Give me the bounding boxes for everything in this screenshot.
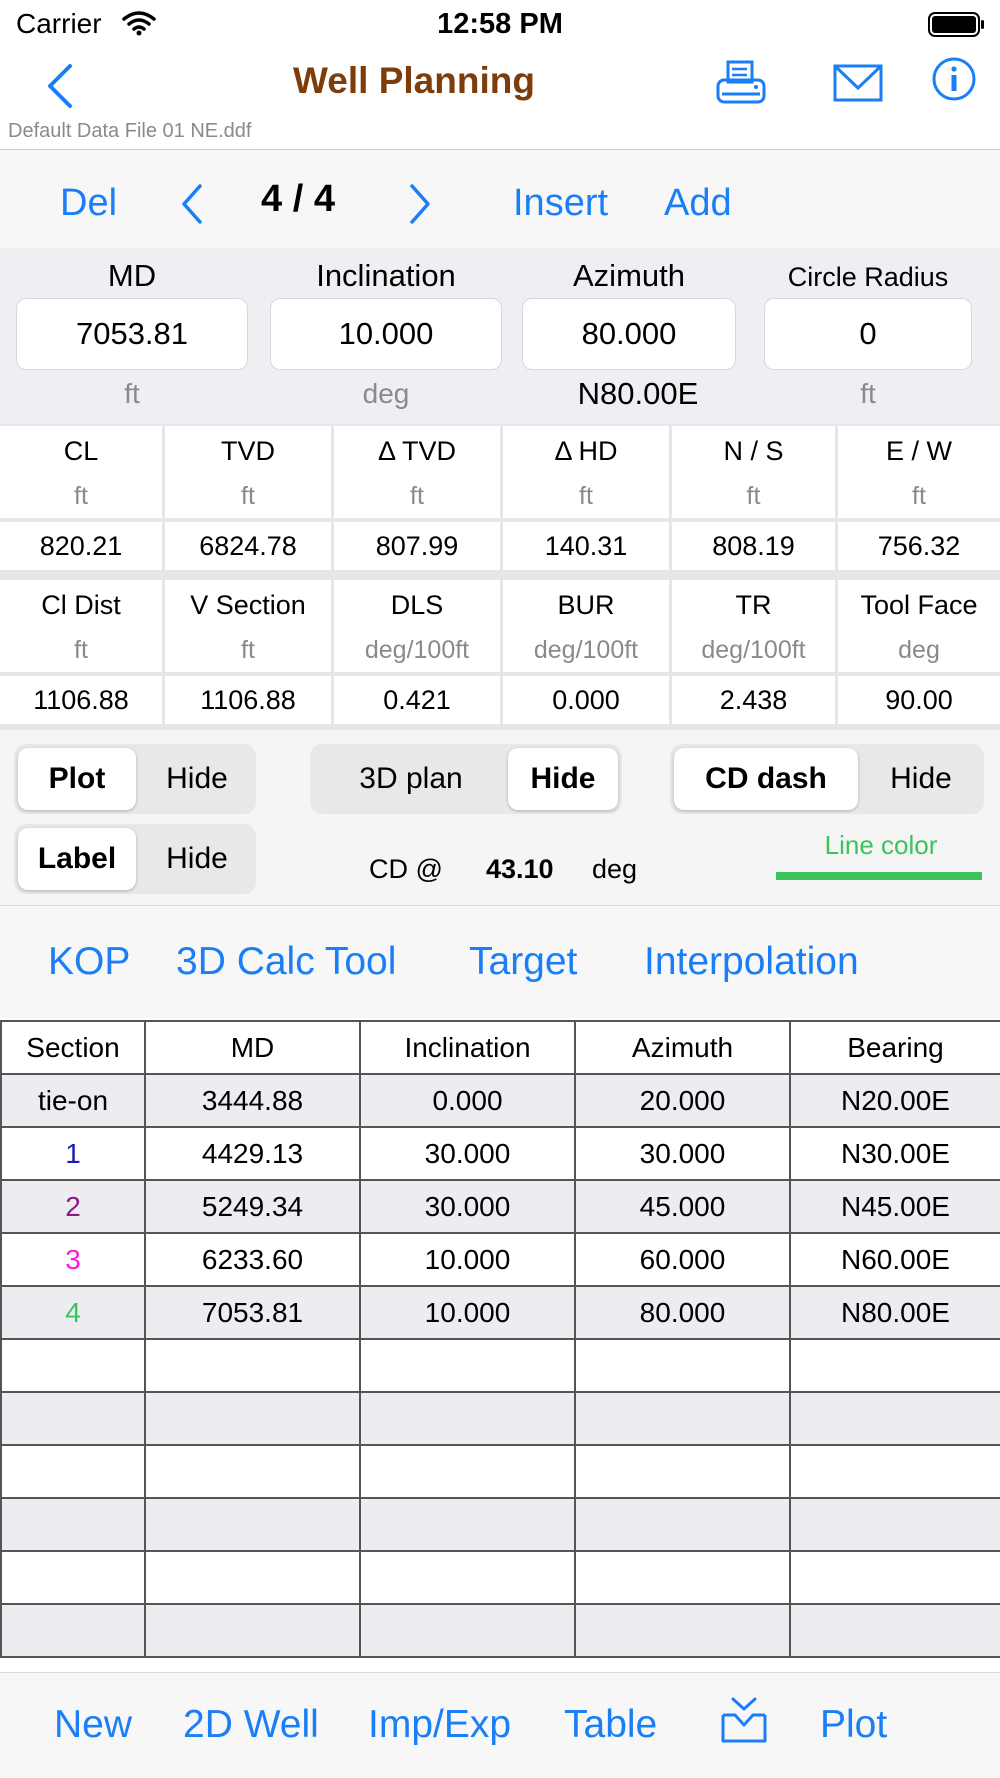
mail-icon[interactable]	[832, 60, 884, 106]
carrier-label: Carrier	[16, 8, 102, 39]
azimuth-cell: 20.000	[575, 1074, 790, 1127]
result-header-cell: TR deg/100ft	[672, 580, 835, 672]
closure-direction-unit: deg	[592, 854, 638, 884]
azimuth-cell: 45.000	[575, 1180, 790, 1233]
inclination-cell: 10.000	[360, 1233, 575, 1286]
bearing-cell: N80.00E	[790, 1286, 1000, 1339]
md-cell: 6233.60	[145, 1233, 360, 1286]
inclination-unit: deg	[362, 378, 410, 409]
plot-segmented-control	[14, 744, 256, 814]
bur-value: 0.000	[503, 676, 669, 724]
bearing-cell: N30.00E	[790, 1127, 1000, 1180]
display-controls	[0, 730, 1000, 906]
azimuth-field[interactable]: 80.000	[522, 298, 736, 370]
azimuth-cell: 60.000	[575, 1233, 790, 1286]
md-cell: 5249.34	[145, 1180, 360, 1233]
cd-dash-hide-option[interactable]: Hide	[890, 762, 952, 795]
battery-icon	[928, 12, 986, 43]
circle-radius-field[interactable]: 0	[764, 298, 972, 370]
closure-direction-label: CD @	[369, 854, 443, 884]
plot-option[interactable]: Plot	[18, 748, 136, 810]
azimuth-cell: 80.000	[575, 1286, 790, 1339]
new-button[interactable]: New	[54, 1703, 133, 1746]
md-cell: 7053.81	[145, 1286, 360, 1339]
inclination-field[interactable]: 10.000	[270, 298, 502, 370]
inclination-cell: 30.000	[360, 1180, 575, 1233]
result-header-cell: V Section ft	[165, 580, 331, 672]
delta-hd-value: 140.31	[503, 522, 669, 570]
line-color-button[interactable]: Line color	[824, 830, 938, 860]
previous-chevron-icon[interactable]	[176, 180, 208, 228]
md-field[interactable]: 7053.81	[16, 298, 248, 370]
inclination-label: Inclination	[316, 258, 456, 293]
print-icon[interactable]	[714, 56, 768, 110]
status-bar	[0, 0, 1000, 50]
line-color-swatch[interactable]	[776, 872, 982, 880]
table-row[interactable]	[1, 1074, 1000, 1127]
results-grid	[0, 424, 1000, 730]
next-chevron-icon[interactable]	[404, 180, 436, 228]
ns-value: 808.19	[672, 522, 835, 570]
column-header: Azimuth	[575, 1021, 790, 1074]
bottom-toolbar	[0, 1672, 1000, 1778]
md-cell: 4429.13	[145, 1127, 360, 1180]
md-cell: 3444.88	[145, 1074, 360, 1127]
table-button[interactable]: Table	[564, 1703, 658, 1746]
inclination-cell: 30.000	[360, 1127, 575, 1180]
tray-icon[interactable]	[719, 1693, 769, 1747]
3d-plan-segmented-control	[310, 744, 622, 814]
azimuth-label: Azimuth	[573, 258, 685, 293]
data-file-name: Default Data File 01 NE.ddf	[8, 120, 252, 142]
bearing-cell: N45.00E	[790, 1180, 1000, 1233]
result-header-cell: TVD ft	[165, 426, 331, 518]
circle-radius-label: Circle Radius	[787, 262, 949, 292]
3d-plan-hide-option[interactable]: Hide	[508, 748, 618, 810]
result-header-cell: Cl Dist ft	[0, 580, 162, 672]
bearing-cell: N60.00E	[790, 1233, 1000, 1286]
empty-table-row[interactable]	[1, 1445, 1000, 1498]
azimuth-cell: 30.000	[575, 1127, 790, 1180]
result-header-cell: Δ HD ft	[503, 426, 669, 518]
back-chevron-icon[interactable]	[40, 54, 80, 114]
empty-table-row[interactable]	[1, 1339, 1000, 1392]
result-header-cell: BUR deg/100ft	[503, 580, 669, 672]
info-icon[interactable]	[931, 56, 977, 102]
md-label: MD	[107, 258, 157, 293]
cd-dash-segmented-control	[670, 744, 984, 814]
result-header-cell: Δ TVD ft	[334, 426, 500, 518]
closure-distance-value: 1106.88	[0, 676, 162, 724]
table-row[interactable]	[1, 1180, 1000, 1233]
3d-plan-option[interactable]: 3D plan	[359, 762, 463, 795]
result-header-cell: Tool Face deg	[838, 580, 1000, 672]
label-option[interactable]: Label	[18, 828, 136, 890]
table-header-row	[1, 1021, 1000, 1074]
empty-table-row[interactable]	[1, 1604, 1000, 1657]
station-inputs	[0, 248, 1000, 424]
tools-toolbar	[0, 906, 1000, 1018]
station-pager	[0, 150, 1000, 248]
circle-radius-unit: ft	[860, 378, 876, 409]
section-cell: 2	[1, 1180, 145, 1233]
clock: 12:58 PM	[437, 8, 563, 40]
ew-value: 756.32	[838, 522, 1000, 570]
add-button[interactable]: Add	[664, 182, 732, 224]
interpolation-button[interactable]: Interpolation	[644, 940, 859, 983]
section-cell: tie-on	[1, 1074, 145, 1127]
kop-button[interactable]: KOP	[48, 940, 131, 983]
delta-tvd-value: 807.99	[334, 522, 500, 570]
label-segmented-control	[14, 824, 256, 894]
inclination-cell: 0.000	[360, 1074, 575, 1127]
cd-dash-option[interactable]: CD dash	[674, 748, 858, 810]
navigation-bar	[0, 50, 1000, 150]
empty-table-row[interactable]	[1, 1551, 1000, 1604]
tool-face-value: 90.00	[838, 676, 1000, 724]
result-header-cell: DLS deg/100ft	[334, 580, 500, 672]
azimuth-bearing: N80.00E	[577, 376, 699, 411]
empty-table-row[interactable]	[1, 1498, 1000, 1551]
3d-calc-tool-button[interactable]: 3D Calc Tool	[176, 940, 397, 983]
inclination-cell: 10.000	[360, 1286, 575, 1339]
target-button[interactable]: Target	[469, 940, 578, 983]
tr-value: 2.438	[672, 676, 835, 724]
station-counter: 4 / 4	[261, 178, 335, 220]
result-header-cell: E / W ft	[838, 426, 1000, 518]
insert-button[interactable]: Insert	[513, 182, 609, 224]
md-unit: ft	[124, 378, 140, 409]
import-export-button[interactable]: Imp/Exp	[368, 1703, 512, 1746]
column-header: Bearing	[790, 1021, 1000, 1074]
section-cell: 1	[1, 1127, 145, 1180]
bearing-cell: N20.00E	[790, 1074, 1000, 1127]
sections-table	[0, 1020, 1000, 1662]
plot-hide-option[interactable]: Hide	[166, 762, 228, 795]
table-row[interactable]	[1, 1286, 1000, 1339]
result-header-cell: N / S ft	[672, 426, 835, 518]
2d-well-button[interactable]: 2D Well	[183, 1703, 319, 1746]
section-cell: 3	[1, 1233, 145, 1286]
table-row[interactable]	[1, 1233, 1000, 1286]
result-header-cell: CL ft	[0, 426, 162, 518]
column-header: Inclination	[360, 1021, 575, 1074]
column-header: Section	[1, 1021, 145, 1074]
table-row[interactable]	[1, 1127, 1000, 1180]
plot-button[interactable]: Plot	[820, 1703, 888, 1746]
empty-table-row[interactable]	[1, 1392, 1000, 1445]
column-header: MD	[145, 1021, 360, 1074]
cl-value: 820.21	[0, 522, 162, 570]
page-title: Well Planning	[293, 60, 535, 101]
closure-direction-value: 43.10	[486, 854, 554, 884]
label-hide-option[interactable]: Hide	[166, 842, 228, 875]
section-cell: 4	[1, 1286, 145, 1339]
v-section-value: 1106.88	[165, 676, 331, 724]
dls-value: 0.421	[334, 676, 500, 724]
delete-button[interactable]: Del	[60, 182, 118, 224]
tvd-value: 6824.78	[165, 522, 331, 570]
